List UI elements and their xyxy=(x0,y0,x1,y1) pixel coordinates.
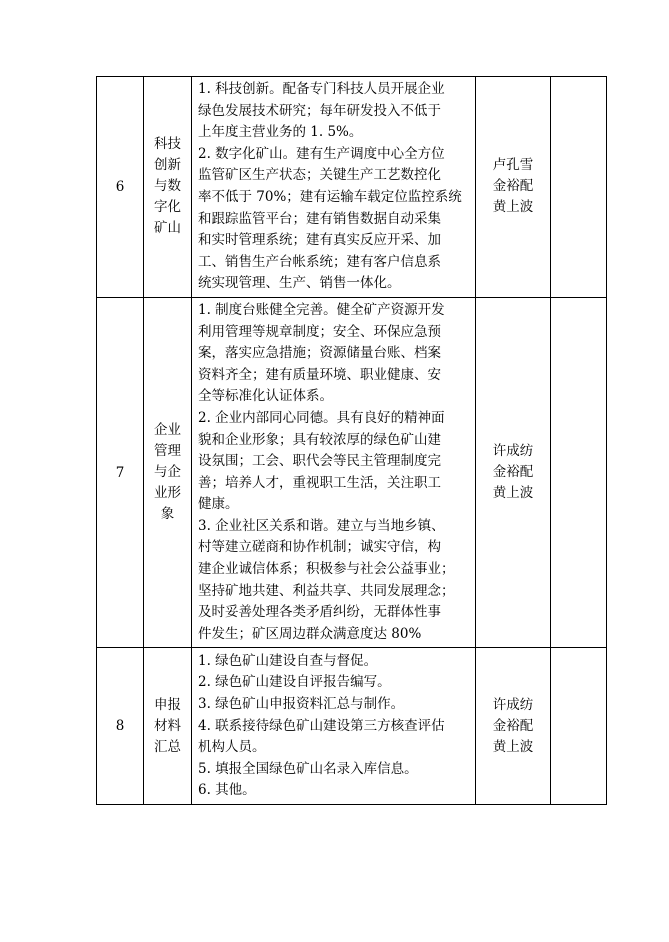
content-line: 6. 其他。 xyxy=(198,782,256,799)
item-name-line: 矿山 xyxy=(154,220,181,237)
item-name-cell xyxy=(144,648,192,805)
responsible-person-name: 黄上波 xyxy=(492,738,534,755)
content-cell xyxy=(192,297,476,648)
content-line: 坚持矿地共建、利益共享、共同发展理念； xyxy=(198,582,455,599)
table-row xyxy=(97,77,607,298)
content-line: 利用管理等规章制度；安全、环保应急预 xyxy=(198,323,441,340)
item-name-line: 象 xyxy=(160,506,175,523)
content-line: 绿色发展技术研究；每年研发投入不低于 xyxy=(198,102,441,119)
content-line: 健康。 xyxy=(198,496,239,513)
table-row xyxy=(97,648,607,805)
row-number: 7 xyxy=(97,297,144,648)
item-name-line: 科技 xyxy=(154,136,181,153)
content-line: 件发生；矿区周边群众满意度达 80% xyxy=(198,625,422,642)
item-name-cell xyxy=(144,77,192,298)
content-line: 机构人员。 xyxy=(198,739,266,756)
item-name-line: 与数 xyxy=(154,178,181,195)
item-name-line: 与企 xyxy=(154,464,181,481)
content-line: 率不低于 70%；建有运输车载定位监控系统 xyxy=(198,188,462,205)
content-line: 2. 数字化矿山。建有生产调度中心全方位 xyxy=(198,145,445,162)
content-line: 1. 绿色矿山建设自查与督促。 xyxy=(198,652,378,669)
content-line: 设氛围；工会、职代会等民主管理制度完 xyxy=(198,453,441,470)
responsible-person-name: 黄上波 xyxy=(492,485,534,502)
item-name-line: 管理 xyxy=(154,443,181,460)
content-line: 1. 制度台账健全完善。健全矿产资源开发 xyxy=(198,301,445,318)
responsible-person-name: 金裕配 xyxy=(492,464,534,481)
item-name-line: 业形 xyxy=(154,485,181,502)
content-line: 和跟踪监管平台；建有销售数据自动采集 xyxy=(198,210,441,227)
content-line: 资料齐全；建有质量环境、职业健康、安 xyxy=(198,366,441,383)
responsible-person-name: 许成纺 xyxy=(492,443,534,460)
content-line: 监管矿区生产状态；关键生产工艺数控化 xyxy=(198,167,441,184)
item-name-cell xyxy=(144,297,192,648)
item-name-line: 创新 xyxy=(154,157,181,174)
content-line: 全等标准化认证体系。 xyxy=(198,388,333,405)
item-name-line: 字化 xyxy=(154,199,181,216)
content-line: 统实现管理、生产、销售一体化。 xyxy=(198,275,401,292)
content-line: 善；培养人才，重视职工生活，关注职工 xyxy=(198,474,441,491)
responsible-person-name: 黄上波 xyxy=(492,199,534,216)
responsible-person-name: 卢孔雪 xyxy=(492,157,534,174)
responsible-person-name: 金裕配 xyxy=(492,178,534,195)
item-name-line: 申报 xyxy=(154,696,181,713)
remarks-cell xyxy=(551,297,607,648)
responsible-person-name: 许成纺 xyxy=(492,696,534,713)
item-name-line: 材料 xyxy=(154,717,181,734)
responsible-person-name: 金裕配 xyxy=(492,717,534,734)
task-table xyxy=(96,76,607,805)
content-line: 2. 企业内部同心同德。具有良好的精神面 xyxy=(198,409,445,426)
item-name-line: 企业 xyxy=(154,422,181,439)
responsible-person-cell xyxy=(476,648,551,805)
content-line: 及时妥善处理各类矛盾纠纷，无群体性事 xyxy=(198,604,441,621)
content-line: 工、销售生产台帐系统；建有客户信息系 xyxy=(198,253,441,270)
content-cell xyxy=(192,648,476,805)
content-line: 建企业诚信体系；积极参与社会公益事业； xyxy=(198,561,455,578)
row-number: 6 xyxy=(97,77,144,298)
content-line: 5. 填报全国绿色矿山名录入库信息。 xyxy=(198,760,418,777)
content-line: 3. 企业社区关系和谐。建立与当地乡镇、 xyxy=(198,517,445,534)
content-line: 貌和企业形象；具有较浓厚的绿色矿山建 xyxy=(198,431,441,448)
content-line: 4. 联系接待绿色矿山建设第三方核查评估 xyxy=(198,717,445,734)
table-row xyxy=(97,297,607,648)
remarks-cell xyxy=(551,77,607,298)
remarks-cell xyxy=(551,648,607,805)
content-line: 2. 绿色矿山建设自评报告编写。 xyxy=(198,674,391,691)
content-cell xyxy=(192,77,476,298)
content-line: 和实时管理系统；建有真实反应开采、加 xyxy=(198,232,441,249)
row-number: 8 xyxy=(97,648,144,805)
content-line: 3. 绿色矿山申报资料汇总与制作。 xyxy=(198,696,405,713)
content-line: 上年度主营业务的 1. 5%。 xyxy=(198,124,363,141)
responsible-person-cell xyxy=(476,77,551,298)
content-line: 1. 科技创新。配备专门科技人员开展企业 xyxy=(198,81,445,97)
content-line: 案，落实应急措施；资源储量台账、档案 xyxy=(198,345,441,362)
content-line: 村等建立磋商和协作机制；诚实守信，构 xyxy=(198,539,441,556)
item-name-line: 汇总 xyxy=(154,738,181,755)
responsible-person-cell xyxy=(476,297,551,648)
